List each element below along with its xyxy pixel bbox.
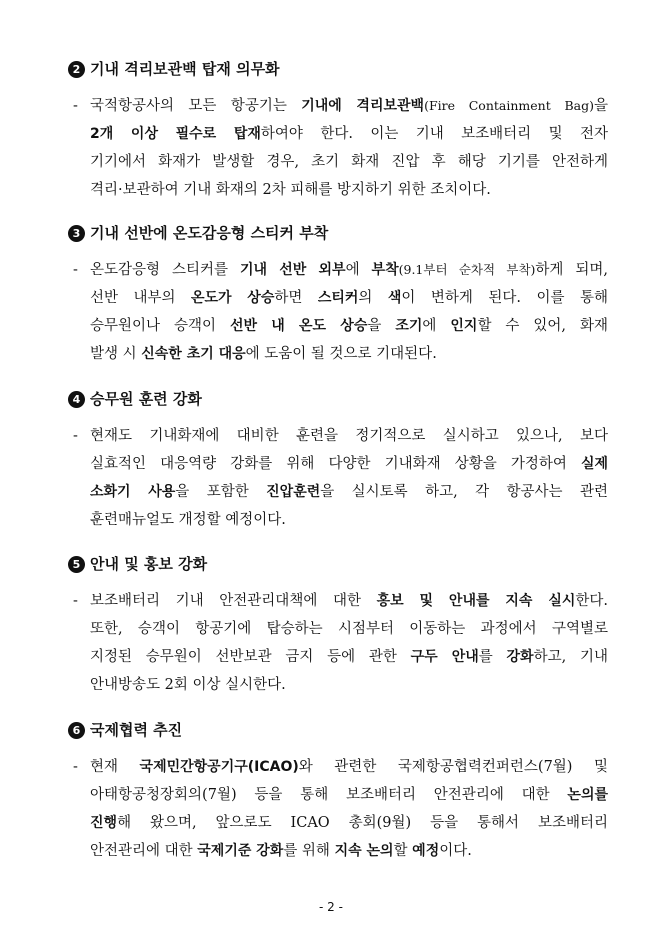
section-heading xyxy=(68,58,608,80)
section-paragraph: - 온도감응형 스티커를 기내 선반 외부에 부착(9.1부터 순차적 부착)하게 되며, 선반 내부의 온도가 상승하면 스티커의 색이 변하게 된다. 이를 통해 승무원이나 승객이 선반 내 온도 상승을 조기에 인지할 수 있어, 화재 발생 시 신속한 초기 대응에 도움이 될 것으로 기대된다. xyxy=(68,256,608,368)
text-line: 국적항공사의 모든 항공기는 기내에 격리보관백(Fire Containment Bag)을 xyxy=(90,98,608,114)
section-paragraph: - 보조배터리 기내 안전관리대책에 대한 홍보 및 안내를 지속 실시한다. 또한, 승객이 항공기에 탑승하는 시점부터 이동하는 과정에서 구역별로 지정된 승무원이 선반보관 금지 등에 관한 구두 안내를 강화하고, 기내 안내방송도 2회 이상 실시한다. xyxy=(68,587,608,699)
section-3 xyxy=(68,222,608,368)
text-line: 현재 국제민간항공기구(ICAO)와 관련한 국제항공협력컨퍼런스(7월) 및 xyxy=(90,759,608,775)
section-title: 승무원 훈련 강화 xyxy=(90,390,202,408)
text-line: 보조배터리 기내 안전관리대책에 대한 홍보 및 안내를 지속 실시한다. xyxy=(90,593,608,609)
section-number-badge: 6 xyxy=(68,722,85,739)
text-line: 아태항공청장회의(7월) 등을 통해 보조배터리 안전관리에 대한 논의를 xyxy=(90,787,608,803)
section-heading xyxy=(68,719,608,741)
text-line: 실효적인 대응역량 강화를 위해 다양한 기내화재 상황을 가정하여 실제 xyxy=(90,456,608,472)
section-number-badge: 4 xyxy=(68,391,85,408)
text-line: 현재도 기내화재에 대비한 훈련을 정기적으로 실시하고 있으나, 보다 xyxy=(90,428,608,444)
text-line: 온도감응형 스티커를 기내 선반 외부에 부착(9.1부터 순차적 부착)하게 되며, xyxy=(90,262,608,278)
section-4 xyxy=(68,388,608,534)
section-5 xyxy=(68,553,608,699)
text-line: 훈련매뉴얼도 개정할 예정이다. xyxy=(90,512,286,528)
text-line: 기기에서 화재가 발생할 경우, 초기 화재 진압 후 해당 기기를 안전하게 xyxy=(90,154,608,170)
section-number-badge: 2 xyxy=(68,61,85,78)
text-line: 선반 내부의 온도가 상승하면 스티커의 색이 변하게 된다. 이를 통해 xyxy=(90,290,608,306)
section-6 xyxy=(68,719,608,865)
section-heading xyxy=(68,553,608,575)
section-heading xyxy=(68,388,608,410)
text-line: 소화기 사용을 포함한 진압훈련을 실시토록 하고, 각 항공사는 관련 xyxy=(90,484,608,500)
page-number: - 2 - xyxy=(319,900,343,914)
section-title: 기내 선반에 온도감응형 스티커 부착 xyxy=(90,224,329,242)
section-title: 국제협력 추진 xyxy=(90,721,183,739)
text-line: 발생 시 신속한 초기 대응에 도움이 될 것으로 기대된다. xyxy=(90,346,437,362)
section-paragraph: - 국적항공사의 모든 항공기는 기내에 격리보관백(Fire Containment Bag)을 2개 이상 필수로 탑재하여야 한다. 이는 기내 보조배터리 및 전자 기기에서 화재가 발생할 경우, 초기 화재 진압 후 해당 기기를 안전하게 격리·보관하여 기내 화재의 2차 피해를 방지하기 위한 조치이다. xyxy=(68,92,608,204)
section-number-badge: 3 xyxy=(68,225,85,242)
section-heading xyxy=(68,222,608,244)
section-2 xyxy=(68,58,608,204)
section-number-badge: 5 xyxy=(68,556,85,573)
section-paragraph: - 현재 국제민간항공기구(ICAO)와 관련한 국제항공협력컨퍼런스(7월) 및 아태항공청장회의(7월) 등을 통해 보조배터리 안전관리에 대한 논의를 진행해 왔으며, 앞으로도 ICAO 총회(9월) 등을 통해서 보조배터리 안전관리에 대한 국제기준 강화를 위해 지속 논의할 예정이다. xyxy=(68,753,608,865)
section-title: 기내 격리보관백 탑재 의무화 xyxy=(90,60,280,78)
text-line: 격리·보관하여 기내 화재의 2차 피해를 방지하기 위한 조치이다. xyxy=(90,182,491,198)
text-line: 안내방송도 2회 이상 실시한다. xyxy=(90,677,286,693)
text-line: 진행해 왔으며, 앞으로도 ICAO 총회(9월) 등을 통해서 보조배터리 xyxy=(90,815,608,831)
text-line: 2개 이상 필수로 탑재하여야 한다. 이는 기내 보조배터리 및 전자 xyxy=(90,126,608,142)
text-line: 승무원이나 승객이 선반 내 온도 상승을 조기에 인지할 수 있어, 화재 xyxy=(90,318,608,334)
section-title: 안내 및 홍보 강화 xyxy=(90,555,208,573)
text-line: 또한, 승객이 항공기에 탑승하는 시점부터 이동하는 과정에서 구역별로 xyxy=(90,621,608,637)
text-line: 안전관리에 대한 국제기준 강화를 위해 지속 논의할 예정이다. xyxy=(90,843,472,859)
section-paragraph: - 현재도 기내화재에 대비한 훈련을 정기적으로 실시하고 있으나, 보다 실효적인 대응역량 강화를 위해 다양한 기내화재 상황을 가정하여 실제 소화기 사용을 포함한 진압훈련을 실시토록 하고, 각 항공사는 관련 훈련매뉴얼도 개정할 예정이다. xyxy=(68,422,608,534)
text-line: 지정된 승무원이 선반보관 금지 등에 관한 구두 안내를 강화하고, 기내 xyxy=(90,649,608,665)
